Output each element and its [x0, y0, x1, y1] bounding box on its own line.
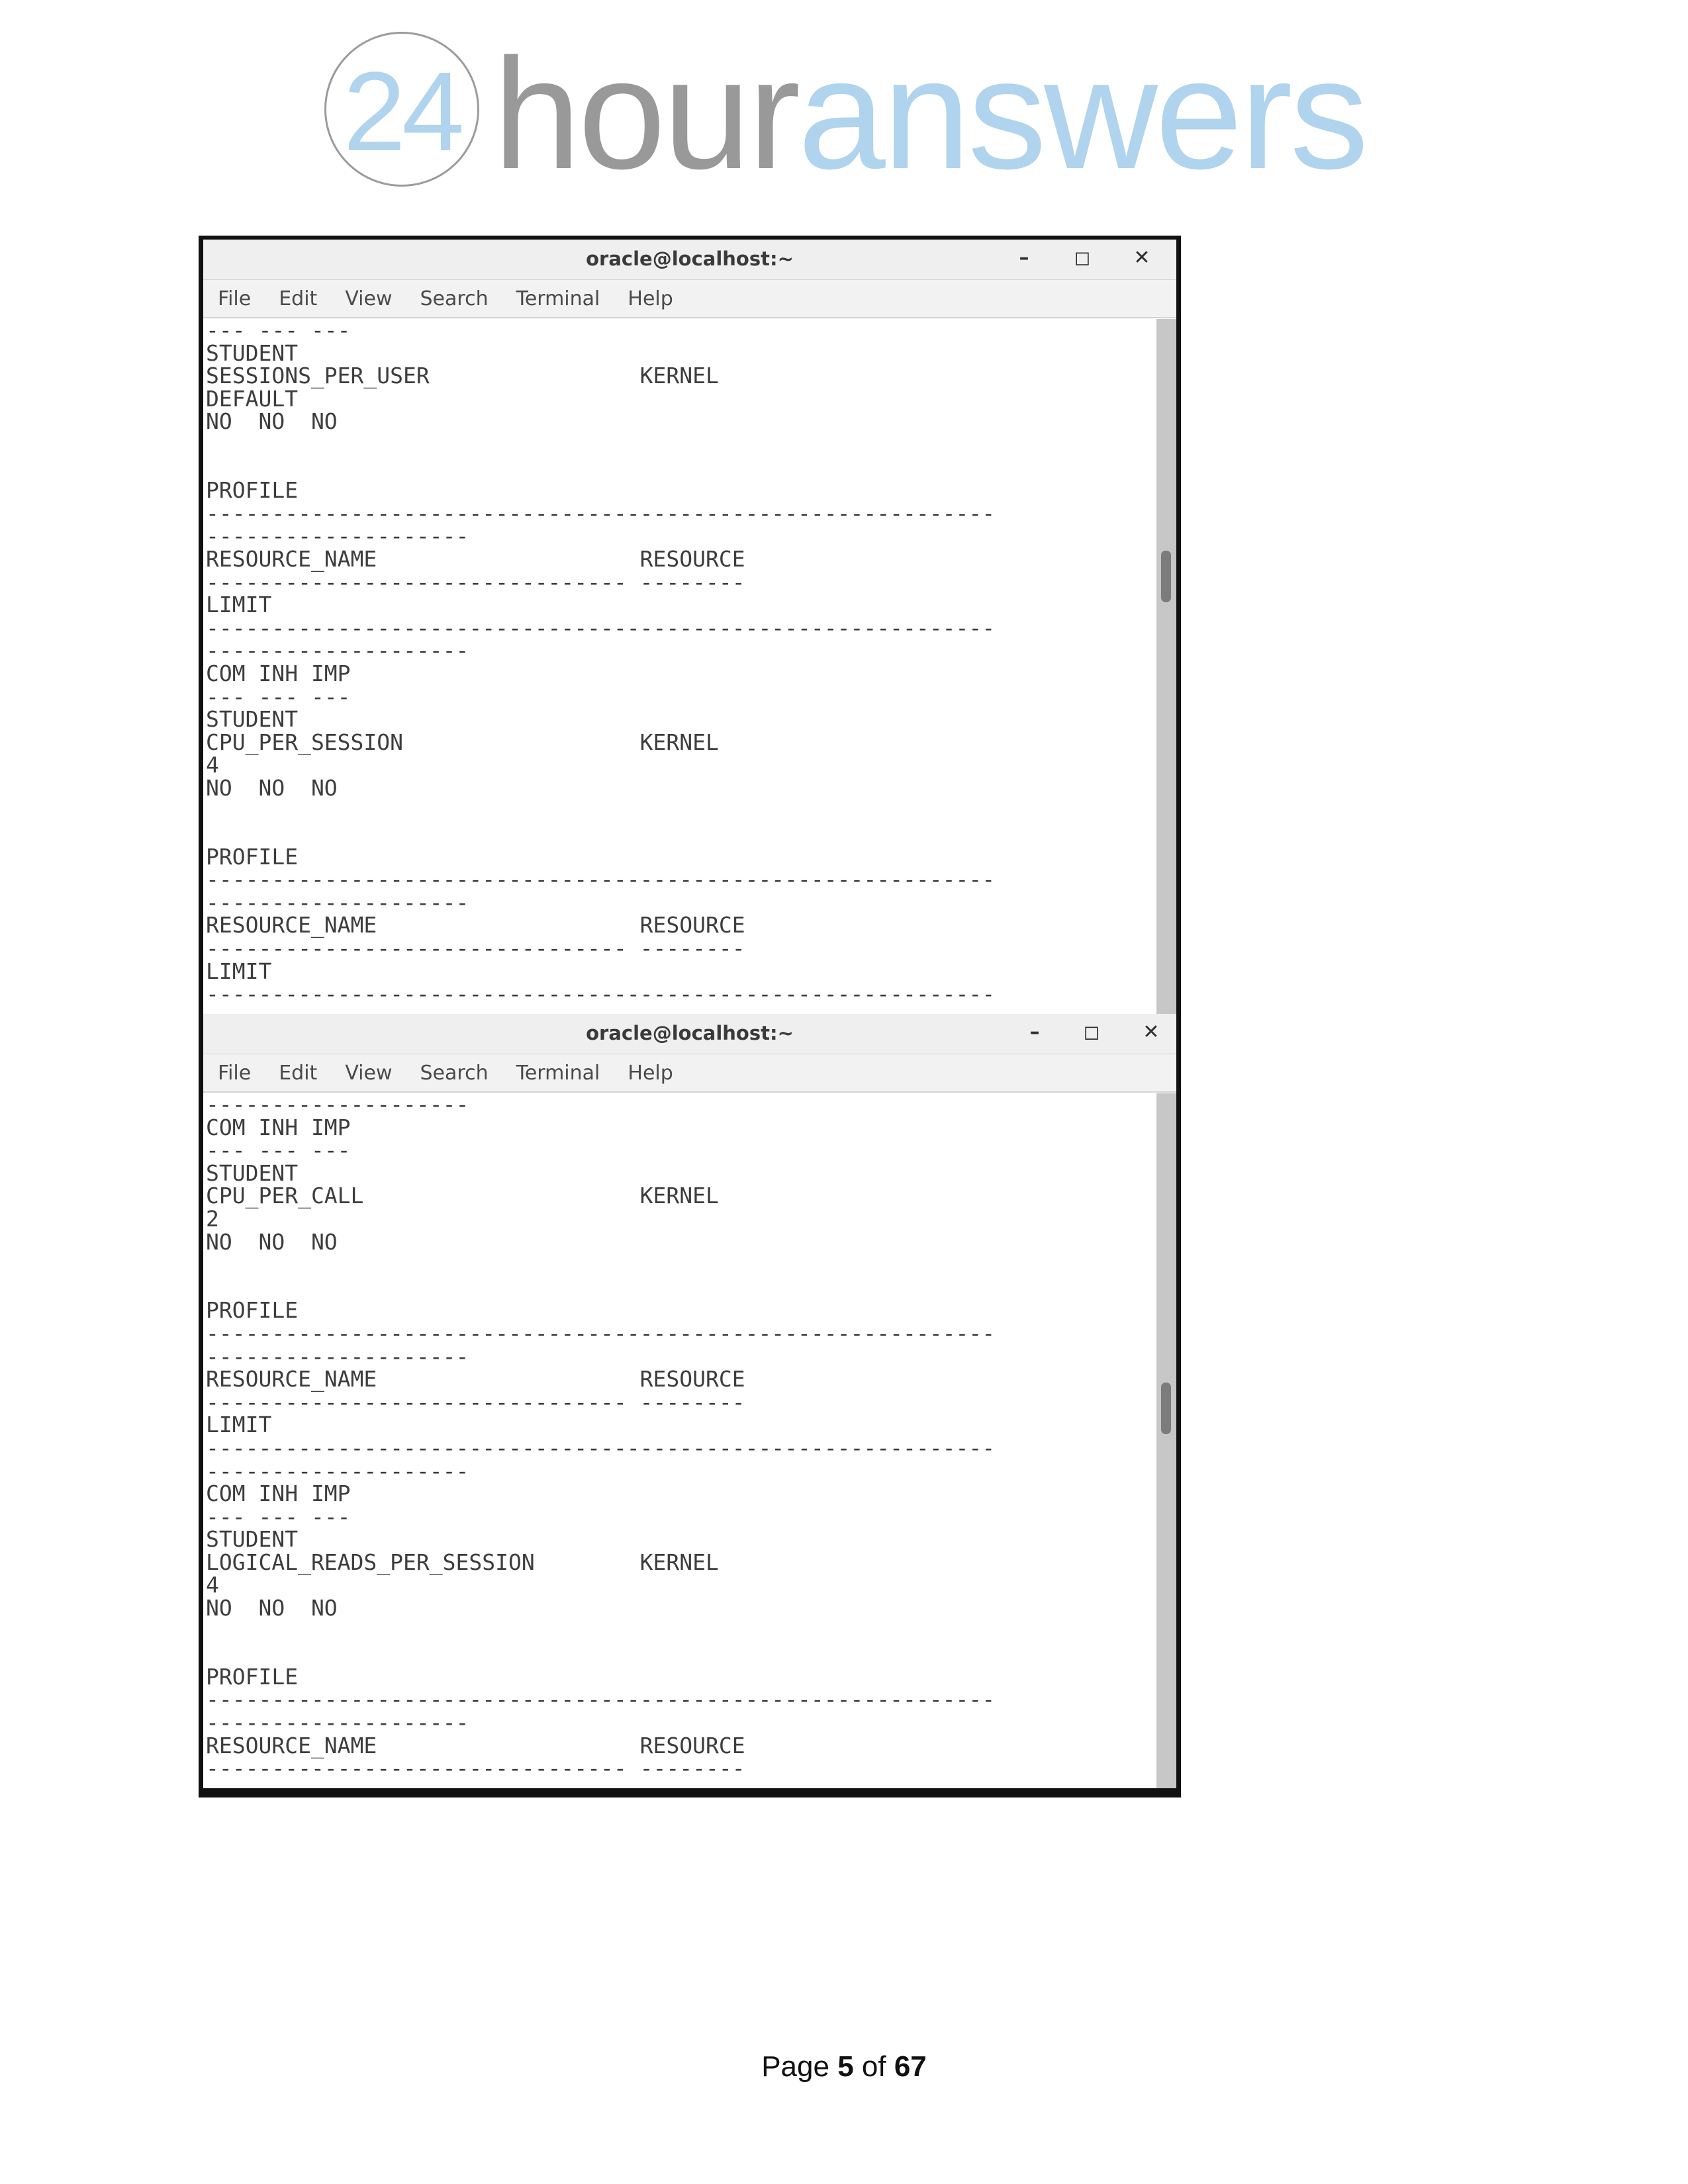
logo-wordmark [493, 26, 1366, 202]
scrollbar[interactable] [1156, 319, 1176, 1014]
window-titlebar[interactable] [203, 240, 1176, 280]
logo-word-answers: answers [798, 26, 1366, 202]
terminal-line: PROFILE [206, 1663, 299, 1690]
menu-search[interactable]: Search [420, 287, 489, 310]
footer-middle: of [853, 2050, 894, 2083]
terminal-line: STUDENT [206, 1526, 299, 1553]
terminal-line [206, 1620, 1152, 1643]
terminal-line [206, 457, 1152, 480]
terminal-line: -------------------- [206, 523, 469, 549]
menu-edit[interactable]: Edit [279, 287, 318, 310]
terminal-line: -------------------- [206, 1709, 469, 1736]
terminal-line: 2 [206, 1205, 219, 1232]
menu-bar [203, 1054, 1176, 1093]
footer-prefix: Page [761, 2050, 838, 2083]
scrollbar[interactable] [1156, 1093, 1176, 1788]
scrollbar-thumb[interactable] [1161, 1383, 1171, 1434]
terminal-line [206, 1253, 1152, 1277]
terminal-line: --- --- --- [206, 1137, 351, 1163]
terminal-line: 4 [206, 1572, 219, 1598]
terminal-line: PROFILE [206, 477, 299, 504]
terminal-line: ------------------------------------------------------------ [206, 614, 996, 641]
terminal-line: NO NO NO [206, 774, 338, 801]
menu-view[interactable]: View [345, 1061, 393, 1085]
terminal-line: RESOURCE_NAME RESOURCE [206, 912, 745, 938]
terminal-line: ------------------------------------------------------------ [206, 981, 996, 1007]
terminal-line: RESOURCE_NAME RESOURCE [206, 1732, 745, 1758]
maximize-icon[interactable]: ◻ [1074, 246, 1091, 269]
terminal-line: CPU_PER_SESSION KERNEL [206, 729, 719, 755]
terminal-line: RESOURCE_NAME RESOURCE [206, 545, 745, 572]
terminal-line: 4 [206, 752, 219, 778]
terminal-line: PROFILE [206, 843, 299, 870]
maximize-icon[interactable]: ◻ [1083, 1021, 1100, 1044]
window-titlebar[interactable] [203, 1014, 1176, 1054]
terminal-line: COM INH IMP [206, 660, 351, 686]
terminal-line: STUDENT [206, 340, 299, 366]
window-title: oracle@localhost:~ [586, 248, 794, 270]
terminal-line: COM INH IMP [206, 1480, 351, 1507]
terminal-line: NO NO NO [206, 408, 338, 435]
terminal-line: DEFAULT [206, 385, 299, 412]
terminal-line: ------------------------------------------------------------ [206, 500, 996, 526]
terminal-line: ------------------------------------------------------------ [206, 1686, 996, 1713]
terminal-line: NO NO NO [206, 1228, 338, 1255]
terminal-line [206, 799, 1152, 823]
terminal-line: ------------------------------------------------------------ [206, 1434, 996, 1461]
terminal-window [199, 236, 1181, 1014]
menu-help[interactable]: Help [628, 287, 673, 310]
footer-total-pages: 67 [894, 2050, 927, 2083]
terminal-line: STUDENT [206, 706, 299, 733]
terminal-line: PROFILE [206, 1297, 299, 1324]
terminal-line: LOGICAL_READS_PER_SESSION KERNEL [206, 1549, 719, 1575]
close-icon[interactable]: ✕ [1133, 246, 1150, 269]
menu-bar [203, 280, 1176, 318]
terminal-line: --- --- --- [206, 1503, 351, 1529]
menu-file[interactable]: File [218, 1061, 252, 1085]
terminal-line: --- --- --- [206, 683, 351, 709]
terminal-line: STUDENT [206, 1160, 299, 1186]
terminal-line: LIMIT [206, 1412, 272, 1438]
terminal-line [206, 823, 1152, 846]
terminal-line: COM INH IMP [206, 1114, 351, 1140]
terminal-line: -------------------------------- -------- [206, 935, 745, 962]
menu-edit[interactable]: Edit [279, 1061, 318, 1085]
terminal-window [199, 1014, 1181, 1797]
terminal-line: --- --- --- [206, 319, 351, 343]
terminal-line [206, 1277, 1152, 1300]
terminal-line: -------------------- [206, 1457, 469, 1484]
terminal-output[interactable] [203, 319, 1152, 1014]
menu-terminal[interactable]: Terminal [516, 287, 600, 310]
terminal-line: -------------------- [206, 889, 469, 915]
terminal-line: -------------------------------- -------- [206, 569, 745, 595]
terminal-line: CPU_PER_CALL KERNEL [206, 1183, 719, 1209]
menu-search[interactable]: Search [420, 1061, 489, 1085]
menu-file[interactable]: File [218, 287, 252, 310]
minimize-icon[interactable]: – [1029, 1021, 1040, 1044]
terminal-output[interactable] [203, 1093, 1152, 1788]
close-icon[interactable]: ✕ [1143, 1021, 1160, 1044]
footer-current-page: 5 [837, 2050, 854, 2083]
window-title: oracle@localhost:~ [586, 1022, 794, 1044]
terminal-line: -------------------- [206, 1343, 469, 1369]
terminal-line: -------------------- [206, 637, 469, 664]
menu-view[interactable]: View [345, 287, 393, 310]
terminal-line [206, 433, 1152, 457]
logo-number: 24 [343, 49, 461, 175]
terminal-line: ------------------------------------------------------------ [206, 866, 996, 893]
minimize-icon[interactable]: – [1019, 246, 1029, 269]
page-footer [0, 2050, 1688, 2083]
terminal-line: LIMIT [206, 958, 272, 984]
terminal-line: NO NO NO [206, 1595, 338, 1621]
scrollbar-thumb[interactable] [1161, 551, 1171, 602]
terminal-line: -------------------------------- -------- [206, 1388, 745, 1415]
terminal-line: SESSIONS_PER_USER KERNEL [206, 363, 719, 389]
logo-word-hour: hour [493, 26, 798, 202]
brand-logo [324, 26, 1366, 202]
terminal-line: LIMIT [206, 592, 272, 618]
menu-terminal[interactable]: Terminal [516, 1061, 600, 1085]
menu-help[interactable]: Help [628, 1061, 673, 1085]
terminal-line: ------------------------------------------------------------ [206, 1320, 996, 1346]
terminal-line: RESOURCE_NAME RESOURCE [206, 1366, 745, 1392]
terminal-line: -------------------------------- -------- [206, 1755, 745, 1782]
terminal-line: -------------------- [206, 1093, 469, 1117]
terminal-line [206, 1643, 1152, 1666]
